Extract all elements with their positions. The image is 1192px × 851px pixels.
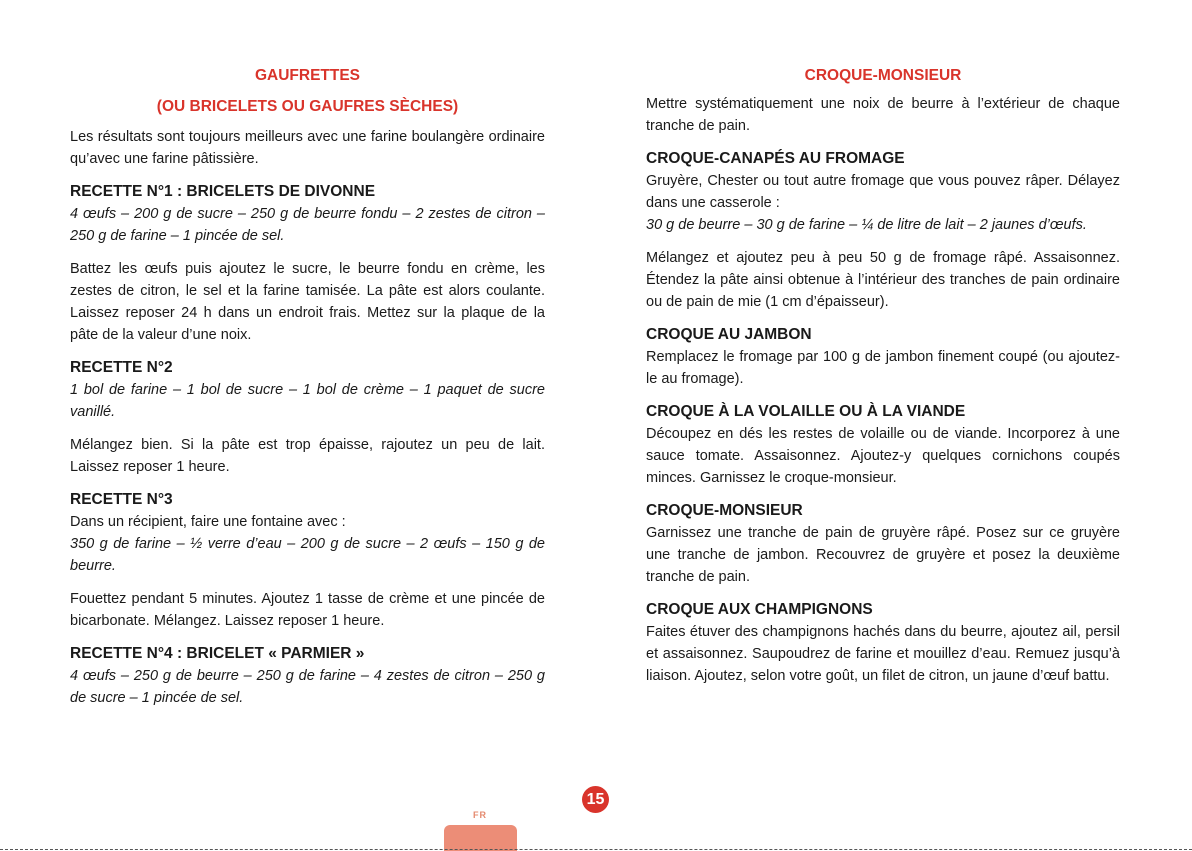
gaufrettes-subtitle: (OU BRICELETS OU GAUFRES SÈCHES) <box>156 98 459 115</box>
language-tab <box>444 825 517 851</box>
section-canapes-title: CROQUE-CANAPÉS AU FROMAGE <box>646 150 905 167</box>
left-column <box>70 64 545 709</box>
recipe-2-title: RECETTE N°2 <box>70 359 173 376</box>
section-volaille-text: Découpez en dés les restes de volaille ou de viande. Incorporez à une sauce tomate. Assaisonnez. Ajoutez-y quelques cornichons coupés minces. Garnissez le croque-monsieur. <box>646 426 1120 486</box>
recipe-3-method: Fouettez pendant 5 minutes. Ajoutez 1 tasse de crème et une pincée de bicarbonate. Mélangez. Laissez reposer 1 heure. <box>70 591 545 629</box>
recipe-3-title: RECETTE N°3 <box>70 491 173 508</box>
croque-intro: Mettre systématiquement une noix de beurre à l’extérieur de chaque tranche de pain. <box>646 96 1120 134</box>
gaufrettes-title: GAUFRETTES <box>254 67 361 84</box>
recipe-4-ingredients: 4 œufs – 250 g de beurre – 250 g de farine – 4 zestes de citron – 250 g de sucre – 1 pincée de sel. <box>70 668 545 706</box>
section-jambon-title: CROQUE AU JAMBON <box>646 326 812 343</box>
section-canapes-method: Mélangez et ajoutez peu à peu 50 g de fromage râpé. Assaisonnez. Étendez la pâte ainsi obtenue à l’intérieur des tranches de pain ordinaire ou de pain de mie (1 cm d’épaisseur). <box>646 250 1120 310</box>
section-volaille-title: CROQUE À LA VOLAILLE OU À LA VIANDE <box>646 403 966 420</box>
section-jambon-text: Remplacez le fromage par 100 g de jambon finement coupé (ou ajoutez-le au fromage). <box>646 349 1120 387</box>
recipe-4-title: RECETTE N°4 : BRICELET « PARMIER » <box>70 645 365 662</box>
recipe-1-ingredients: 4 œufs – 200 g de sucre – 250 g de beurre fondu – 2 zestes de citron – 250 g de farine – 1 pincée de sel. <box>70 206 545 244</box>
recipe-1-method: Battez les œufs puis ajoutez le sucre, le beurre fondu en crème, les zestes de citron, le sel et la farine tamisée. La pâte est alors coulante. Laissez reposer 24 h dans un endroit frais. Mettez sur la plaque de la pâte de la valeur d’une noix. <box>70 261 545 343</box>
page-number-badge: 15 <box>582 786 609 813</box>
section-croque-monsieur-text: Garnissez une tranche de pain de gruyère râpé. Posez sur ce gruyère une tranche de jambon. Recouvrez de gruyère et posez la deuxième tranche de pain. <box>646 525 1120 585</box>
language-label: FR <box>473 810 487 820</box>
croque-monsieur-title: CROQUE-MONSIEUR <box>804 67 962 84</box>
section-canapes-text: Gruyère, Chester ou tout autre fromage que vous pouvez râper. Délayez dans une casserole : <box>646 173 1120 211</box>
bottom-divider <box>0 849 1192 850</box>
recipe-2-ingredients: 1 bol de farine – 1 bol de sucre – 1 bol de crème – 1 paquet de sucre vanillé. <box>70 382 545 420</box>
gaufrettes-intro: Les résultats sont toujours meilleurs avec une farine boulangère ordinaire qu’avec une farine pâtissière. <box>70 129 545 167</box>
section-croque-monsieur-title: CROQUE-MONSIEUR <box>646 502 803 519</box>
recipe-3-ingredients: 350 g de farine – ½ verre d’eau – 200 g de sucre – 2 œufs – 150 g de beurre. <box>70 536 545 574</box>
recipe-3-intro: Dans un récipient, faire une fontaine avec : <box>70 514 346 530</box>
section-champignons-text: Faites étuver des champignons hachés dans du beurre, ajoutez ail, persil et assaisonnez. Saupoudrez de farine et mouillez d’eau. Remuez jusqu’à liaison. Ajoutez, selon votre goût, un filet de citron, un jaune d’œuf battu. <box>646 624 1120 684</box>
recipe-1-title: RECETTE N°1 : BRICELETS DE DIVONNE <box>70 183 376 200</box>
right-column <box>646 64 1120 687</box>
recipe-2-method: Mélangez bien. Si la pâte est trop épaisse, rajoutez un peu de lait. Laissez reposer 1 heure. <box>70 437 545 475</box>
section-canapes-ingredients: 30 g de beurre – 30 g de farine – ¼ de litre de lait – 2 jaunes d’œufs. <box>646 217 1087 233</box>
section-champignons-title: CROQUE AUX CHAMPIGNONS <box>646 601 873 618</box>
